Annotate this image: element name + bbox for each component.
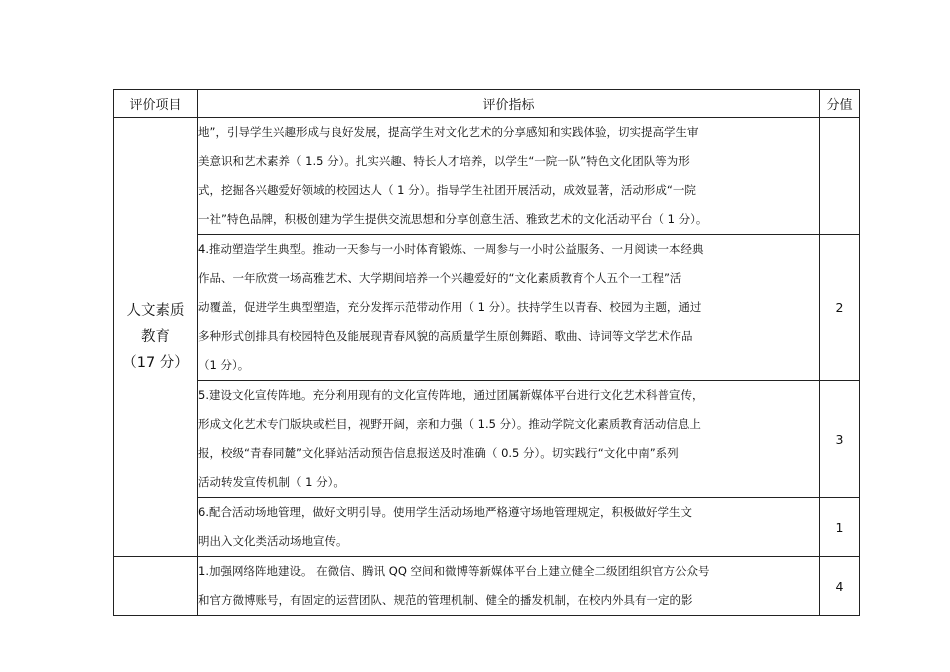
indicator-line: 地”，引导学生兴趣形成与良好发展，提高学生对文化艺术的分享感知和实践体验，切实提高学生审: [198, 125, 699, 139]
category-points: （17 分）: [122, 355, 189, 371]
header-indicator: 评价指标: [198, 90, 820, 118]
category-cell-next: [114, 557, 198, 616]
indicator-cell: [198, 118, 820, 235]
category-name-line1: 人文素质: [126, 303, 185, 319]
table-row: [114, 118, 860, 235]
category-name-line2: 教育: [141, 329, 170, 345]
indicator-line: 1.加强网络阵地建设。 在微信、腾讯 QQ 空间和微博等新媒体平台上建立健全二级团组织官方公众号: [198, 564, 710, 578]
indicator-cell: [198, 557, 820, 616]
indicator-line: 活动转发宣传机制（ 1 分）。: [198, 475, 345, 489]
indicator-line: 式，挖掘各兴趣爱好领域的校园达人（ 1 分）。指导学生社团开展活动，成效显著，活动形成“一院: [198, 183, 696, 197]
indicator-line: 6.配合活动场地管理，做好文明引导。使用学生活动场地严格遵守场地管理规定，积极做好学生文: [198, 505, 692, 519]
indicator-line: 美意识和艺术素养（ 1.5 分）。扎实兴趣、特长人才培养，以学生“一院一队”特色文化团队等为形: [198, 154, 690, 168]
score-cell: 2: [820, 235, 860, 381]
score-cell: [820, 118, 860, 235]
indicator-line: 报，校级“青春同麓”文化驿站活动预告信息报送及时准确（ 0.5 分）。切实践行“文化中南”系列: [198, 446, 679, 460]
evaluation-table: [113, 89, 860, 616]
indicator-line: 4.推动塑造学生典型。推动一天参与一小时体育锻炼、一周参与一小时公益服务、一月阅读一本经典: [198, 242, 704, 256]
table-row: [114, 235, 860, 381]
indicator-line: 明出入文化类活动场地宣传。: [198, 534, 348, 548]
table-row: [114, 557, 860, 616]
indicator-line: 形成文化艺术专门版块或栏目，视野开阔，亲和力强（ 1.5 分）。推动学院文化素质教育活动信息上: [198, 417, 701, 431]
indicator-cell: [198, 381, 820, 498]
indicator-line: 一社”特色品牌，积极创建为学生提供交流思想和分享创意生活、雅致艺术的文化活动平台（ 1 分）。: [198, 212, 708, 226]
indicator-cell: [198, 235, 820, 381]
score-cell: 3: [820, 381, 860, 498]
indicator-line: 作品、一年欣赏一场高雅艺术、大学期间培养一个兴趣爱好的“文化素质教育个人五个一工程”活: [198, 271, 682, 285]
score-cell: 4: [820, 557, 860, 616]
table-header-row: [114, 90, 860, 118]
indicator-line: 动覆盖，促进学生典型塑造，充分发挥示范带动作用（ 1 分）。扶持学生以青春、校园为主题，通过: [198, 300, 702, 314]
indicator-line: 5.建设文化宣传阵地。充分利用现有的文化宣传阵地，通过团属新媒体平台进行文化艺术科普宣传，: [198, 388, 704, 402]
header-score: 分值: [820, 90, 860, 118]
indicator-cell: [198, 498, 820, 557]
indicator-line: （1 分）。: [198, 358, 250, 372]
score-cell: 1: [820, 498, 860, 557]
table-row: [114, 381, 860, 498]
indicator-line: 和官方微博账号，有固定的运营团队、规范的管理机制、健全的播发机制，在校内外具有一定的影: [198, 593, 693, 607]
table-row: [114, 498, 860, 557]
indicator-line: 多种形式创排具有校园特色及能展现青春风貌的高质量学生原创舞蹈、歌曲、诗词等文学艺术作品: [198, 329, 693, 343]
category-cell: [114, 118, 198, 557]
header-item: 评价项目: [114, 90, 198, 118]
